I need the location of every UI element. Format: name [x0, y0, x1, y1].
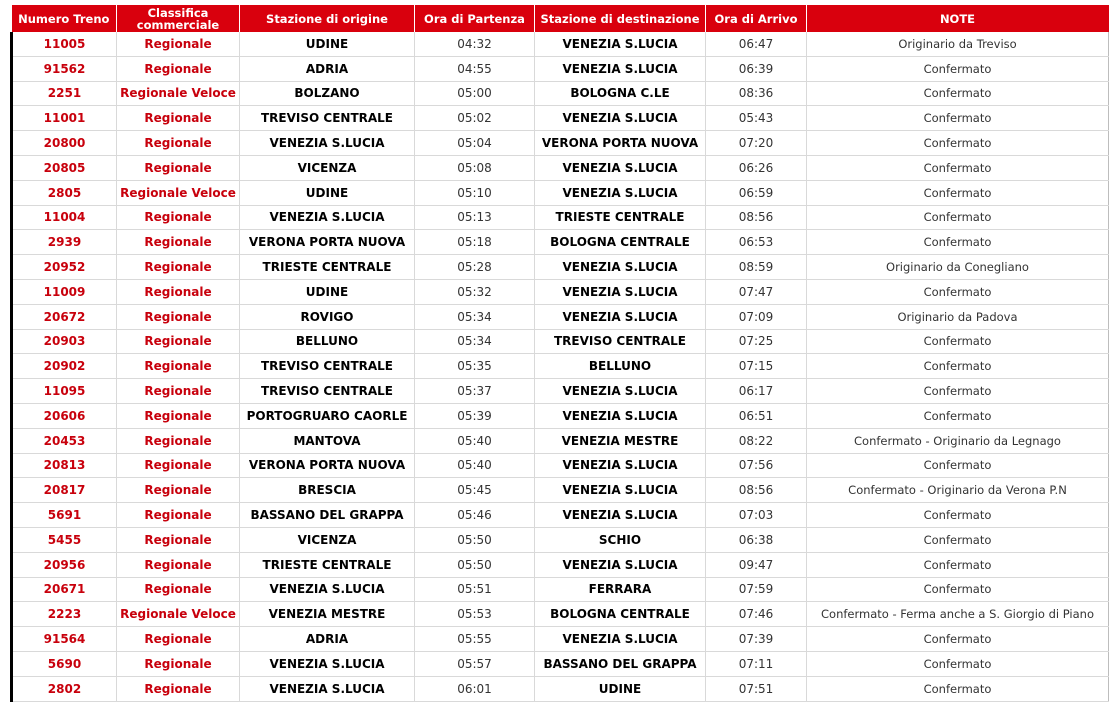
train-category: Regionale: [117, 379, 240, 404]
origin-station: TREVISO CENTRALE: [240, 379, 415, 404]
train-note: Confermato: [807, 81, 1109, 106]
train-note: Confermato: [807, 354, 1109, 379]
departure-time: 05:45: [415, 478, 535, 503]
train-number: 20606: [12, 403, 117, 428]
table-row: [12, 329, 1109, 354]
arrival-time: 07:47: [706, 279, 807, 304]
train-category: Regionale: [117, 155, 240, 180]
train-category: Regionale: [117, 428, 240, 453]
destination-station: UDINE: [535, 676, 706, 701]
arrival-time: 07:20: [706, 131, 807, 156]
train-category: Regionale: [117, 503, 240, 528]
table-row: [12, 403, 1109, 428]
train-note: Confermato: [807, 205, 1109, 230]
table-row: [12, 255, 1109, 280]
departure-time: 05:00: [415, 81, 535, 106]
destination-station: VENEZIA S.LUCIA: [535, 155, 706, 180]
table-row: [12, 304, 1109, 329]
destination-station: VENEZIA S.LUCIA: [535, 478, 706, 503]
train-note: Confermato: [807, 403, 1109, 428]
train-category: Regionale Veloce: [117, 81, 240, 106]
arrival-time: 06:53: [706, 230, 807, 255]
train-number: 2251: [12, 81, 117, 106]
departure-time: 05:53: [415, 602, 535, 627]
table-row: [12, 676, 1109, 701]
destination-station: VENEZIA S.LUCIA: [535, 32, 706, 56]
header-numero-treno: Numero Treno: [12, 5, 117, 32]
destination-station: VENEZIA S.LUCIA: [535, 379, 706, 404]
train-category: Regionale: [117, 56, 240, 81]
arrival-time: 07:39: [706, 627, 807, 652]
arrival-time: 06:47: [706, 32, 807, 56]
train-category: Regionale: [117, 279, 240, 304]
train-note: Confermato: [807, 131, 1109, 156]
arrival-time: 09:47: [706, 552, 807, 577]
departure-time: 05:51: [415, 577, 535, 602]
arrival-time: 07:11: [706, 651, 807, 676]
train-number: 20903: [12, 329, 117, 354]
header-ora-partenza: Ora di Partenza: [415, 5, 535, 32]
header-classifica: Classifica commerciale: [117, 5, 240, 32]
train-number: 20817: [12, 478, 117, 503]
train-note: Originario da Conegliano: [807, 255, 1109, 280]
train-category: Regionale: [117, 676, 240, 701]
train-note: Originario da Padova: [807, 304, 1109, 329]
origin-station: BRESCIA: [240, 478, 415, 503]
departure-time: 05:34: [415, 329, 535, 354]
train-number: 5455: [12, 527, 117, 552]
train-note: Confermato - Ferma anche a S. Giorgio di Piano: [807, 602, 1109, 627]
train-note: Confermato: [807, 503, 1109, 528]
table-row: [12, 279, 1109, 304]
arrival-time: 08:36: [706, 81, 807, 106]
departure-time: 05:50: [415, 552, 535, 577]
table-row: [12, 577, 1109, 602]
train-category: Regionale: [117, 131, 240, 156]
destination-station: BOLOGNA CENTRALE: [535, 602, 706, 627]
train-category: Regionale: [117, 205, 240, 230]
destination-station: VENEZIA S.LUCIA: [535, 403, 706, 428]
table-row: [12, 155, 1109, 180]
table-row: [12, 354, 1109, 379]
train-category: Regionale: [117, 304, 240, 329]
origin-station: ADRIA: [240, 56, 415, 81]
table-row: [12, 527, 1109, 552]
origin-station: PORTOGRUARO CAORLE: [240, 403, 415, 428]
train-note: Confermato: [807, 279, 1109, 304]
destination-station: VENEZIA S.LUCIA: [535, 627, 706, 652]
destination-station: VENEZIA S.LUCIA: [535, 279, 706, 304]
arrival-time: 07:51: [706, 676, 807, 701]
origin-station: VICENZA: [240, 527, 415, 552]
destination-station: VENEZIA S.LUCIA: [535, 453, 706, 478]
train-note: Confermato: [807, 651, 1109, 676]
arrival-time: 06:39: [706, 56, 807, 81]
destination-station: VENEZIA S.LUCIA: [535, 180, 706, 205]
train-timetable: [10, 5, 1109, 702]
table-row: [12, 428, 1109, 453]
train-number: 20453: [12, 428, 117, 453]
table-row: [12, 627, 1109, 652]
train-note: Confermato: [807, 676, 1109, 701]
table-row: [12, 106, 1109, 131]
train-category: Regionale: [117, 230, 240, 255]
timetable-container: [10, 5, 1107, 702]
train-note: Confermato: [807, 627, 1109, 652]
train-number: 20813: [12, 453, 117, 478]
train-number: 2223: [12, 602, 117, 627]
arrival-time: 07:25: [706, 329, 807, 354]
departure-time: 05:13: [415, 205, 535, 230]
origin-station: ADRIA: [240, 627, 415, 652]
train-category: Regionale: [117, 255, 240, 280]
destination-station: TRIESTE CENTRALE: [535, 205, 706, 230]
timetable-body: [12, 32, 1109, 701]
departure-time: 05:08: [415, 155, 535, 180]
train-number: 20902: [12, 354, 117, 379]
train-note: Confermato: [807, 379, 1109, 404]
arrival-time: 07:03: [706, 503, 807, 528]
train-category: Regionale: [117, 627, 240, 652]
destination-station: TREVISO CENTRALE: [535, 329, 706, 354]
origin-station: BELLUNO: [240, 329, 415, 354]
train-note: Confermato - Originario da Legnago: [807, 428, 1109, 453]
train-note: Confermato: [807, 577, 1109, 602]
table-row: [12, 205, 1109, 230]
origin-station: TRIESTE CENTRALE: [240, 552, 415, 577]
train-number: 11009: [12, 279, 117, 304]
origin-station: VERONA PORTA NUOVA: [240, 453, 415, 478]
train-number: 5691: [12, 503, 117, 528]
departure-time: 05:50: [415, 527, 535, 552]
table-row: [12, 651, 1109, 676]
origin-station: UDINE: [240, 279, 415, 304]
arrival-time: 07:46: [706, 602, 807, 627]
origin-station: UDINE: [240, 180, 415, 205]
train-category: Regionale: [117, 552, 240, 577]
table-row: [12, 131, 1109, 156]
table-row: [12, 602, 1109, 627]
destination-station: FERRARA: [535, 577, 706, 602]
destination-station: BOLOGNA C.LE: [535, 81, 706, 106]
departure-time: 04:32: [415, 32, 535, 56]
destination-station: BASSANO DEL GRAPPA: [535, 651, 706, 676]
train-category: Regionale: [117, 577, 240, 602]
departure-time: 05:10: [415, 180, 535, 205]
train-number: 2805: [12, 180, 117, 205]
train-category: Regionale Veloce: [117, 602, 240, 627]
train-category: Regionale: [117, 403, 240, 428]
departure-time: 04:55: [415, 56, 535, 81]
table-row: [12, 552, 1109, 577]
train-category: Regionale: [117, 527, 240, 552]
arrival-time: 07:09: [706, 304, 807, 329]
departure-time: 05:02: [415, 106, 535, 131]
departure-time: 06:01: [415, 676, 535, 701]
header-row: [12, 5, 1109, 32]
header-stazione-destinazione: Stazione di destinazione: [535, 5, 706, 32]
departure-time: 05:18: [415, 230, 535, 255]
departure-time: 05:28: [415, 255, 535, 280]
train-note: Confermato: [807, 230, 1109, 255]
origin-station: BASSANO DEL GRAPPA: [240, 503, 415, 528]
departure-time: 05:32: [415, 279, 535, 304]
arrival-time: 07:59: [706, 577, 807, 602]
destination-station: VENEZIA S.LUCIA: [535, 503, 706, 528]
header-stazione-origine: Stazione di origine: [240, 5, 415, 32]
departure-time: 05:39: [415, 403, 535, 428]
train-category: Regionale Veloce: [117, 180, 240, 205]
departure-time: 05:37: [415, 379, 535, 404]
destination-station: VERONA PORTA NUOVA: [535, 131, 706, 156]
origin-station: UDINE: [240, 32, 415, 56]
train-number: 20672: [12, 304, 117, 329]
origin-station: TRIESTE CENTRALE: [240, 255, 415, 280]
arrival-time: 05:43: [706, 106, 807, 131]
header-note: NOTE: [807, 5, 1109, 32]
departure-time: 05:40: [415, 453, 535, 478]
train-category: Regionale: [117, 354, 240, 379]
origin-station: ROVIGO: [240, 304, 415, 329]
train-number: 11001: [12, 106, 117, 131]
table-row: [12, 56, 1109, 81]
arrival-time: 08:56: [706, 205, 807, 230]
origin-station: VENEZIA S.LUCIA: [240, 651, 415, 676]
train-note: Confermato: [807, 527, 1109, 552]
train-note: Confermato: [807, 155, 1109, 180]
train-number: 20671: [12, 577, 117, 602]
train-number: 11004: [12, 205, 117, 230]
train-number: 20800: [12, 131, 117, 156]
train-number: 5690: [12, 651, 117, 676]
table-row: [12, 32, 1109, 56]
destination-station: VENEZIA S.LUCIA: [535, 304, 706, 329]
destination-station: BELLUNO: [535, 354, 706, 379]
train-number: 20952: [12, 255, 117, 280]
train-note: Confermato: [807, 329, 1109, 354]
train-note: Confermato: [807, 180, 1109, 205]
train-category: Regionale: [117, 651, 240, 676]
train-number: 20956: [12, 552, 117, 577]
train-number: 2939: [12, 230, 117, 255]
departure-time: 05:35: [415, 354, 535, 379]
arrival-time: 06:59: [706, 180, 807, 205]
departure-time: 05:55: [415, 627, 535, 652]
train-number: 11095: [12, 379, 117, 404]
destination-station: VENEZIA S.LUCIA: [535, 552, 706, 577]
origin-station: VENEZIA S.LUCIA: [240, 131, 415, 156]
train-note: Confermato: [807, 106, 1109, 131]
table-row: [12, 230, 1109, 255]
train-category: Regionale: [117, 453, 240, 478]
departure-time: 05:57: [415, 651, 535, 676]
destination-station: VENEZIA S.LUCIA: [535, 106, 706, 131]
table-row: [12, 478, 1109, 503]
train-category: Regionale: [117, 32, 240, 56]
arrival-time: 06:26: [706, 155, 807, 180]
origin-station: VENEZIA S.LUCIA: [240, 577, 415, 602]
train-number: 91562: [12, 56, 117, 81]
train-number: 11005: [12, 32, 117, 56]
origin-station: BOLZANO: [240, 81, 415, 106]
train-note: Confermato - Originario da Verona P.N: [807, 478, 1109, 503]
departure-time: 05:34: [415, 304, 535, 329]
train-number: 20805: [12, 155, 117, 180]
destination-station: VENEZIA MESTRE: [535, 428, 706, 453]
header-ora-arrivo: Ora di Arrivo: [706, 5, 807, 32]
train-note: Confermato: [807, 56, 1109, 81]
train-category: Regionale: [117, 329, 240, 354]
train-note: Originario da Treviso: [807, 32, 1109, 56]
destination-station: BOLOGNA CENTRALE: [535, 230, 706, 255]
departure-time: 05:46: [415, 503, 535, 528]
destination-station: SCHIO: [535, 527, 706, 552]
arrival-time: 07:15: [706, 354, 807, 379]
origin-station: VICENZA: [240, 155, 415, 180]
origin-station: VENEZIA MESTRE: [240, 602, 415, 627]
destination-station: VENEZIA S.LUCIA: [535, 56, 706, 81]
table-row: [12, 503, 1109, 528]
train-category: Regionale: [117, 106, 240, 131]
origin-station: VERONA PORTA NUOVA: [240, 230, 415, 255]
train-number: 2802: [12, 676, 117, 701]
train-number: 91564: [12, 627, 117, 652]
train-category: Regionale: [117, 478, 240, 503]
arrival-time: 06:51: [706, 403, 807, 428]
origin-station: TREVISO CENTRALE: [240, 106, 415, 131]
arrival-time: 07:56: [706, 453, 807, 478]
departure-time: 05:40: [415, 428, 535, 453]
train-note: Confermato: [807, 453, 1109, 478]
origin-station: VENEZIA S.LUCIA: [240, 676, 415, 701]
arrival-time: 08:59: [706, 255, 807, 280]
origin-station: VENEZIA S.LUCIA: [240, 205, 415, 230]
arrival-time: 06:38: [706, 527, 807, 552]
arrival-time: 08:56: [706, 478, 807, 503]
table-row: [12, 379, 1109, 404]
destination-station: VENEZIA S.LUCIA: [535, 255, 706, 280]
arrival-time: 06:17: [706, 379, 807, 404]
table-row: [12, 180, 1109, 205]
train-note: Confermato: [807, 552, 1109, 577]
table-row: [12, 81, 1109, 106]
origin-station: TREVISO CENTRALE: [240, 354, 415, 379]
arrival-time: 08:22: [706, 428, 807, 453]
table-row: [12, 453, 1109, 478]
origin-station: MANTOVA: [240, 428, 415, 453]
departure-time: 05:04: [415, 131, 535, 156]
